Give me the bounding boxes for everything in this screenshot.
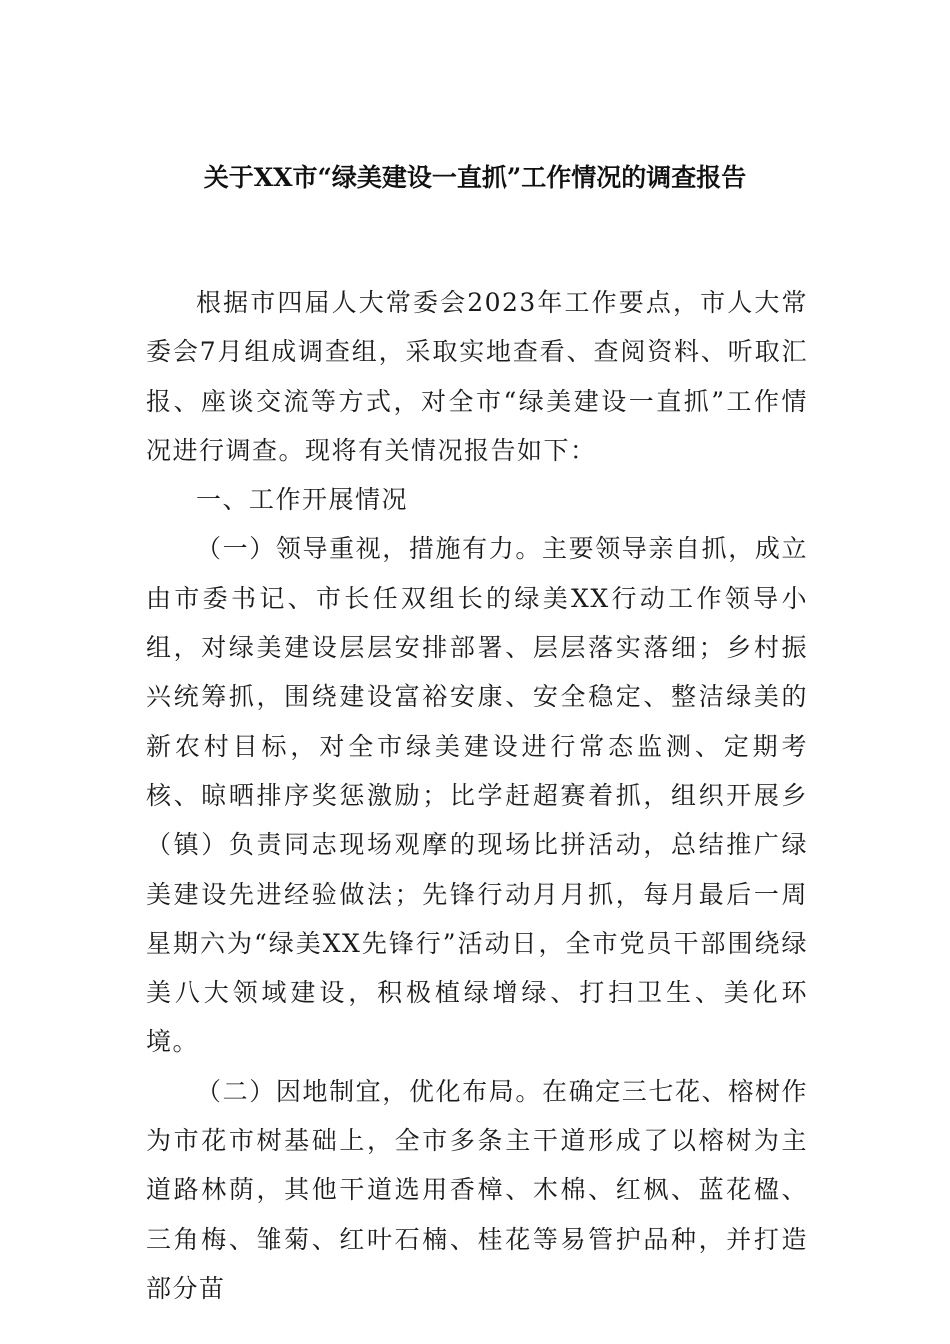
subsection-paragraph-1: （一）领导重视，措施有力。主要领导亲自抓，成立由市委书记、市长任双组长的绿美XX行动工作领导小组，对绿美建设层层安排部署、层层落实落细；乡村振兴统筹抓，围绕建设富裕安康、安全稳定、整洁绿美的新农村目标，对全市绿美建设进行常态监测、定期考核、晾晒排序奖惩激励；比学赶超赛着抓，组织开展乡（镇）负责同志现场观摩的现场比拼活动，总结推广绿美建设先进经验做法；先锋行动月月抓，每月最后一周星期六为“绿美XX先锋行”活动日，全市党员干部围绕绿美八大领域建设，积极植绿增绿、打扫卫生、美化环境。: [146, 534, 808, 1057]
intro-paragraph: 根据市四届人大常委会2023年工作要点，市人大常委会7月组成调查组，采取实地查看、查阅资料、听取汇报、座谈交流等方式，对全市“绿美建设一直抓”工作情况进行调查。现将有关情况报告如下：: [146, 288, 808, 465]
document-title: 关于XX市“绿美建设一直抓”工作情况的调查报告: [203, 163, 747, 192]
section-heading: 一、工作开展情况: [196, 485, 409, 515]
document-body: [146, 278, 808, 1313]
subsection-paragraph-2: （二）因地制宜，优化布局。在确定三七花、榕树作为市花市树基础上，全市多条主干道形成了以榕树为主道路林荫，其他干道选用香樟、木棉、红枫、蓝花楹、三角梅、雏菊、红叶石楠、桂花等易管护品种，并打造部分苗: [146, 1076, 808, 1303]
